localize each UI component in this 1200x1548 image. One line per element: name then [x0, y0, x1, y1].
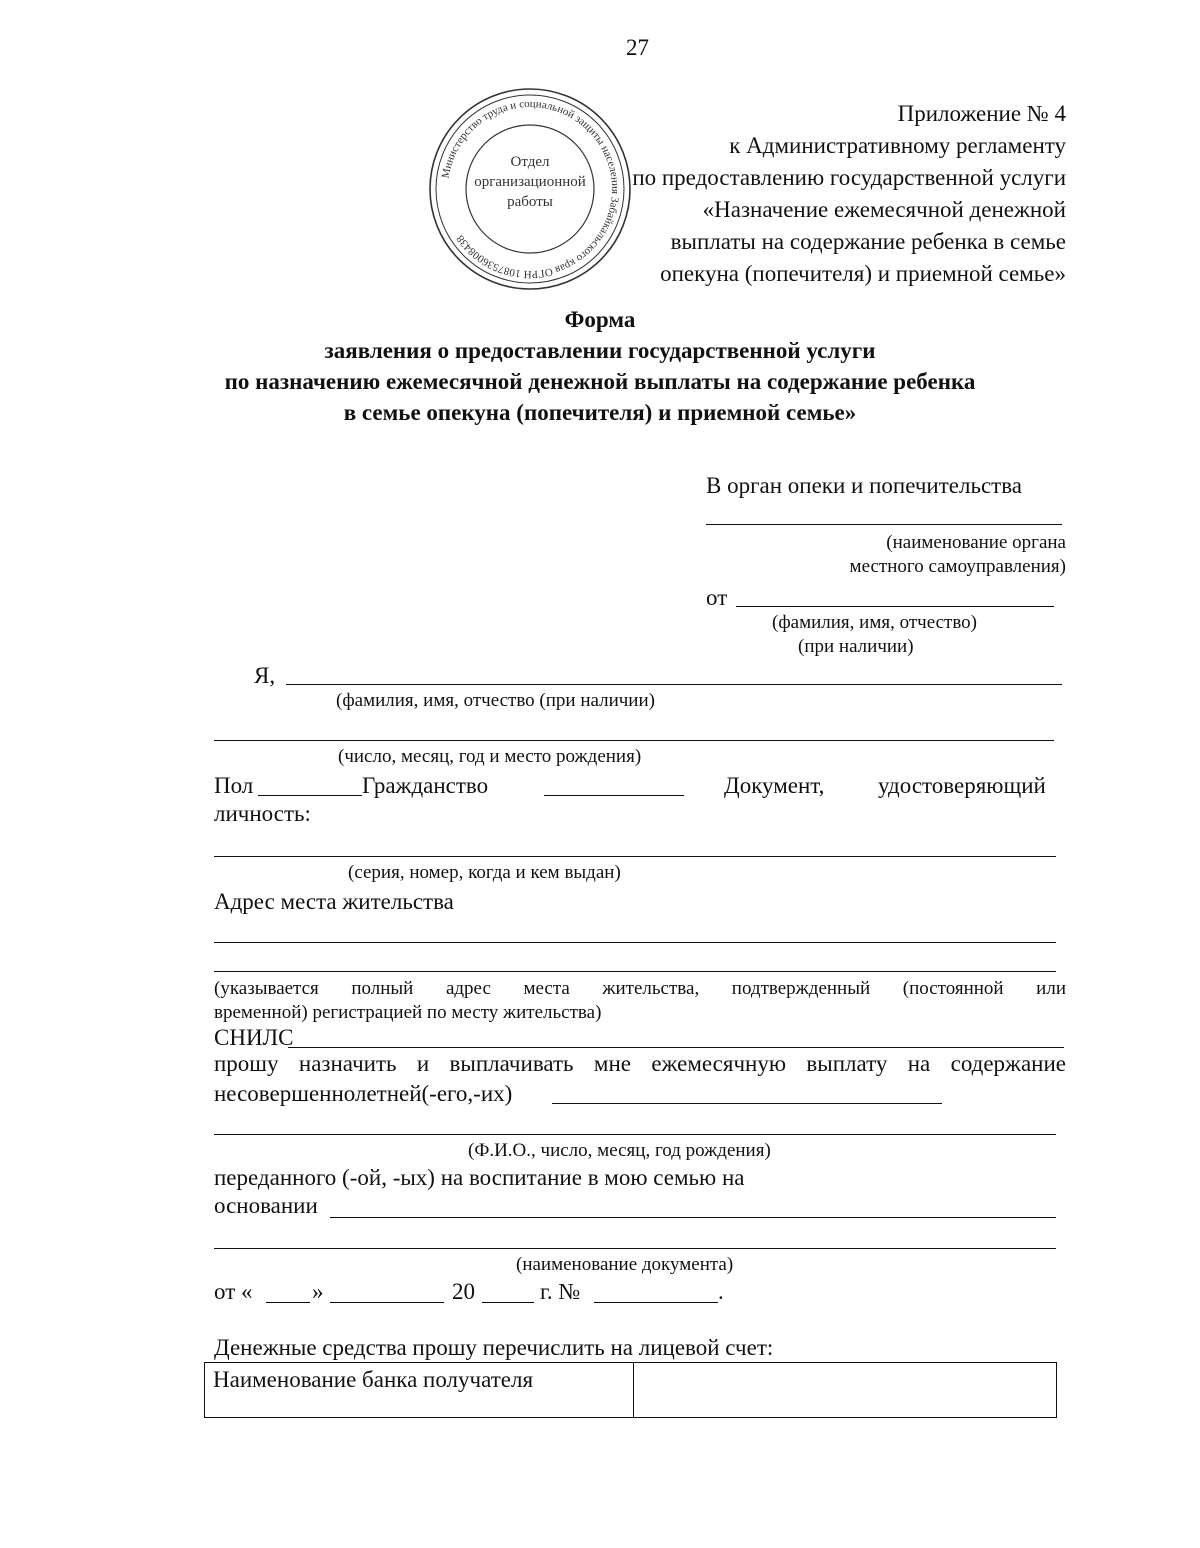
request-line-1: прошу назначить и выплачивать мне ежемесячную выплату на содержание: [214, 1051, 1066, 1076]
doc-name-line[interactable]: [214, 1248, 1056, 1249]
org-name-line[interactable]: [706, 524, 1062, 525]
date-day-line[interactable]: [266, 1302, 310, 1303]
date-month-line[interactable]: [330, 1302, 444, 1303]
request-line-2: несовершеннолетней(-его,-их): [214, 1081, 513, 1106]
appendix-block: [546, 100, 1066, 288]
from-fio-line[interactable]: [736, 606, 1054, 607]
date-number-label: г. №: [540, 1279, 581, 1304]
child-hint: (Ф.И.О., число, месяц, год рождения): [468, 1140, 771, 1161]
transferred-label: переданного (-ой, -ых) на воспитание в мою семью на: [214, 1165, 745, 1190]
org-hint-2: местного самоуправления): [849, 556, 1066, 577]
title-line-1: Форма: [564, 307, 636, 332]
addressee-from: от: [706, 585, 728, 610]
stamp-center-line-1: Отдел: [510, 154, 550, 170]
birth-line[interactable]: [214, 740, 1054, 741]
bank-table: [204, 1362, 1057, 1418]
doc-name-hint: (наименование документа): [516, 1254, 734, 1275]
minor-line[interactable]: [552, 1103, 942, 1104]
address-label: Адрес места жительства: [214, 889, 454, 914]
fio-line[interactable]: [286, 684, 1062, 685]
child-line[interactable]: [214, 1134, 1056, 1135]
date-dot: .: [718, 1279, 724, 1304]
document-label: Документ,: [724, 773, 825, 798]
basis-label: основании: [214, 1193, 318, 1218]
identity-label-2: личность:: [214, 801, 311, 826]
doc-number-line[interactable]: [594, 1302, 718, 1303]
addressee-to: В орган опеки и попечительства: [706, 473, 1022, 498]
stamp-ring-text: Министерство труда и социальной защиты населения Забайкальского края ОГРН 1087536008438: [439, 97, 622, 281]
org-hint-1: (наименование органа: [886, 532, 1066, 553]
identity-label: удостоверяющий: [878, 773, 1046, 798]
from-fio-hint-2: (при наличии): [798, 636, 914, 657]
birth-hint: (число, месяц, год и место рождения): [338, 746, 642, 767]
bank-name-label: Наименование банка получателя: [205, 1363, 634, 1418]
address-hint-2: временной) регистрацией по месту жительства): [214, 1002, 602, 1023]
snils-label: СНИЛС: [214, 1025, 294, 1050]
form-title: [150, 306, 1050, 427]
date-year-label: 20: [452, 1279, 475, 1304]
fio-hint: (фамилия, имя, отчество (при наличии): [336, 690, 655, 711]
appendix-line-3: по предоставлению государственной услуги: [632, 165, 1066, 190]
page-number: 27: [626, 35, 649, 60]
document-line[interactable]: [214, 856, 1056, 857]
address-line-2[interactable]: [214, 971, 1056, 972]
stamp-center-line-3: работы: [507, 194, 553, 210]
document-hint: (серия, номер, когда и кем выдан): [348, 862, 621, 883]
appendix-line-4: «Назначение ежемесячной денежной: [702, 197, 1066, 222]
funds-label: Денежные средства прошу перечислить на лицевой счет:: [214, 1335, 774, 1360]
bank-name-value[interactable]: [634, 1363, 1057, 1418]
appendix-line-6: опекуна (попечителя) и приемной семье»: [660, 261, 1066, 286]
citizenship-label: Гражданство: [362, 773, 489, 798]
title-line-4: в семье опекуна (попечителя) и приемной семье»: [343, 400, 857, 425]
date-quote: »: [312, 1279, 324, 1304]
stamp-center-line-2: организационной: [474, 174, 586, 190]
snils-line[interactable]: [288, 1047, 1064, 1048]
sex-label: Пол: [214, 773, 254, 798]
date-year-line[interactable]: [482, 1302, 534, 1303]
sex-line[interactable]: [258, 795, 362, 796]
table-row: [205, 1363, 1057, 1418]
citizenship-line[interactable]: [544, 795, 684, 796]
title-line-3: по назначению ежемесячной денежной выплаты на содержание ребенка: [224, 369, 976, 394]
address-hint-1: (указывается полный адрес места жительства, подтвержденный (постоянной или: [214, 978, 1066, 999]
title-line-2: заявления о предоставлении государственной услуги: [324, 338, 876, 363]
basis-line[interactable]: [330, 1217, 1056, 1218]
date-from-label: от «: [214, 1279, 253, 1304]
appendix-line-1: Приложение № 4: [897, 101, 1066, 126]
address-line-1[interactable]: [214, 942, 1056, 943]
i-label: Я,: [254, 663, 276, 688]
from-fio-hint-1: (фамилия, имя, отчество): [772, 612, 978, 633]
appendix-line-2: к Административному регламенту: [729, 133, 1066, 158]
appendix-line-5: выплаты на содержание ребенка в семье: [670, 229, 1066, 254]
